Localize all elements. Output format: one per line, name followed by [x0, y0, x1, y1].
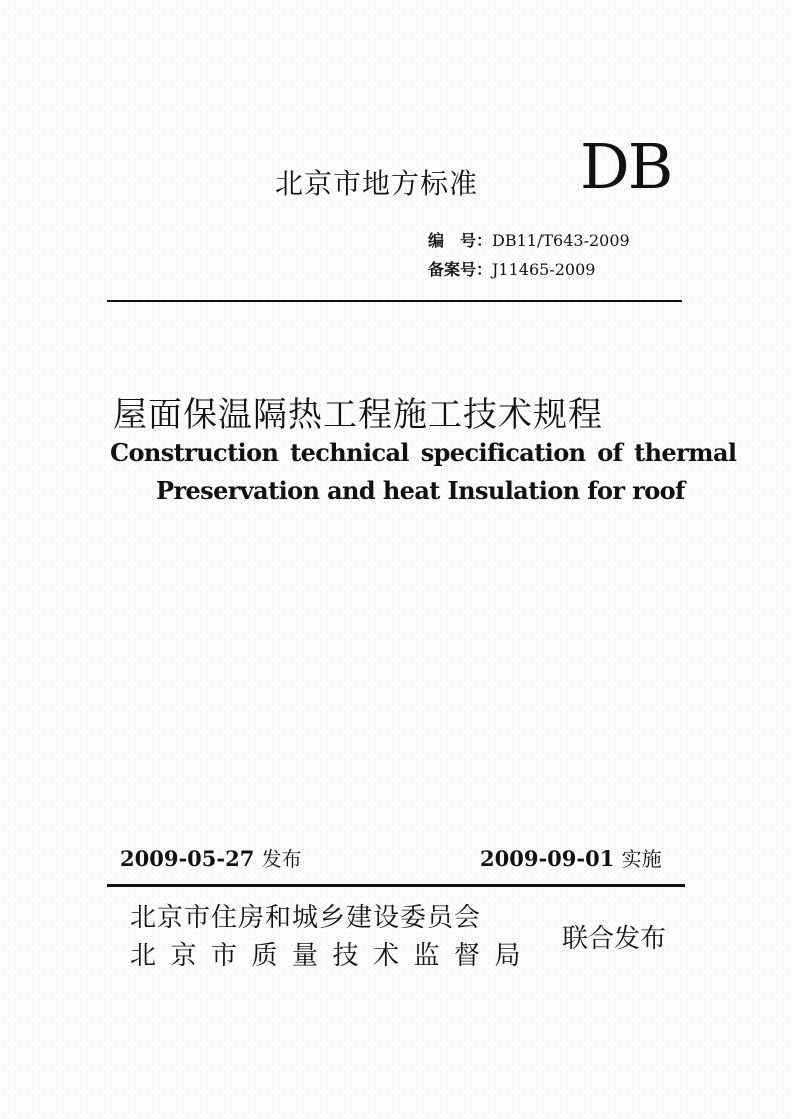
- standard-code-row: [428, 228, 630, 251]
- issue-date: 2009-05-27: [120, 846, 255, 871]
- joint-issue-label: 联合发布: [562, 924, 667, 954]
- implement-date-row: [480, 843, 662, 872]
- standard-code-label: 编 号：: [428, 231, 493, 250]
- issue-date-row: [120, 843, 302, 872]
- issuer-quality-bureau: 北京市质量技术监督局: [130, 941, 536, 971]
- issuer-housing-committee: 北京市住房和城乡建设委员会: [130, 903, 482, 933]
- top-divider: [107, 300, 682, 302]
- title-chinese: 屋面保温隔热工程施工技术规程: [113, 395, 603, 435]
- standard-code-value: DB11/T643-2009: [492, 231, 630, 250]
- record-number-value: J11465-2009: [492, 260, 596, 279]
- record-number-row: [428, 257, 595, 280]
- implement-label: 实施: [621, 847, 662, 871]
- standard-category: 北京市地方标准: [275, 167, 479, 200]
- title-english-line1: Construction technical specification of thermal: [110, 438, 737, 467]
- issue-label: 发布: [261, 847, 302, 871]
- db-mark: DB: [580, 130, 672, 203]
- bottom-divider: [107, 884, 685, 887]
- implement-date: 2009-09-01: [480, 846, 615, 871]
- title-english-line2: Preservation and heat Insulation for roof: [156, 476, 685, 505]
- record-number-label: 备案号：: [428, 260, 493, 279]
